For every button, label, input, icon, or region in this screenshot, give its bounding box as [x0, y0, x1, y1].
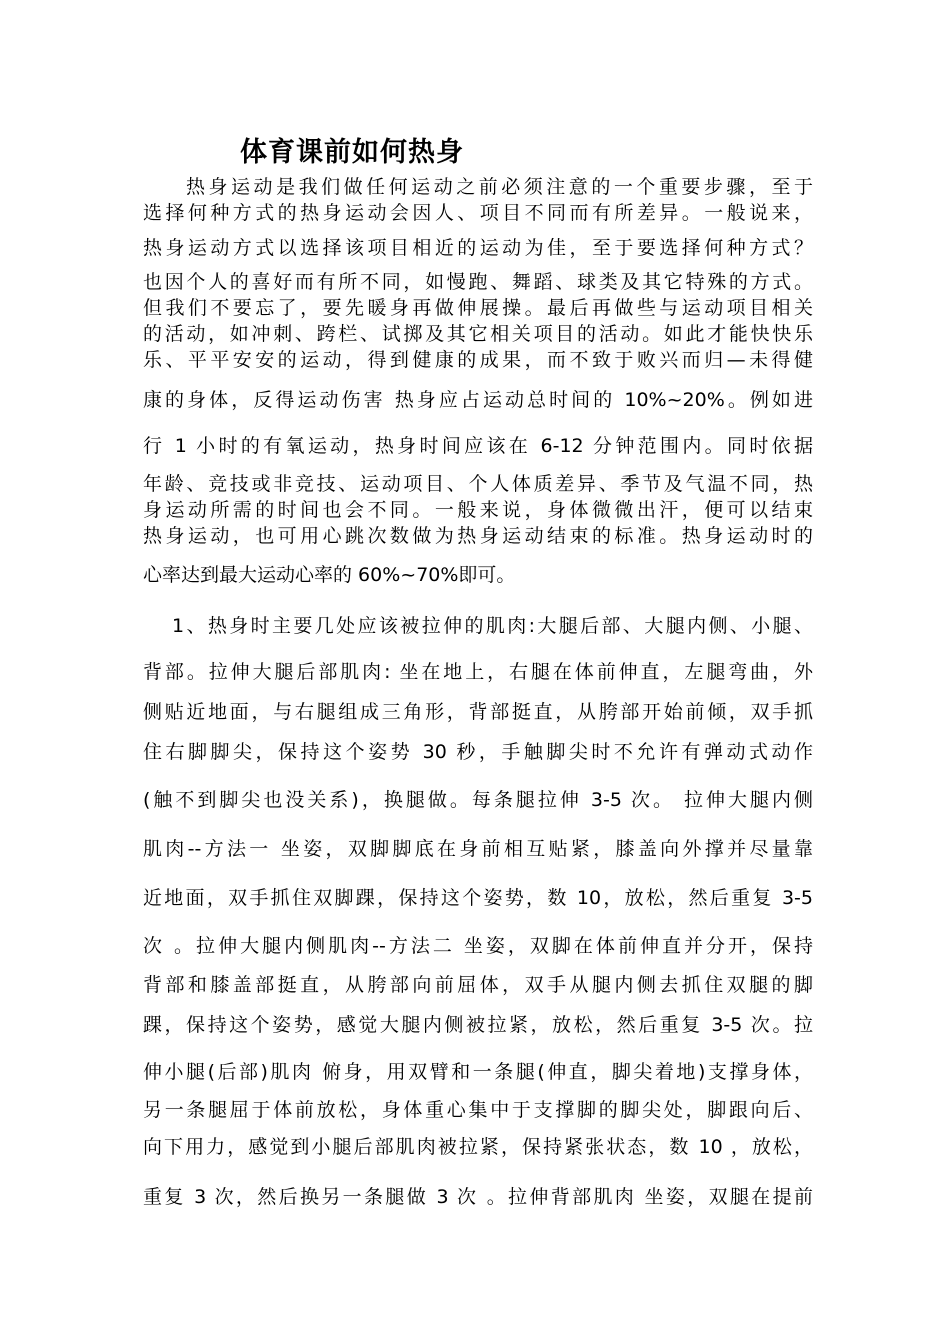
- paragraph-line: 康的身体，反得运动伤害 热身应占运动总时间的 10%~20%。例如进: [143, 389, 813, 411]
- paragraph-line: 另一条腿屈于体前放松，身体重心集中于支撑脚的脚尖处，脚跟向后、: [143, 1099, 813, 1121]
- paragraph-line: (触不到脚尖也没关系)，换腿做。每条腿拉伸 3-5 次。 拉伸大腿内侧: [143, 789, 813, 811]
- paragraph-line: 近地面，双手抓住双脚踝，保持这个姿势，数 10，放松，然后重复 3-5: [143, 887, 813, 909]
- paragraph-line: 1、热身时主要几处应该被拉伸的肌肉:大腿后部、大腿内侧、小腿、: [172, 615, 813, 637]
- paragraph-line: 乐、平平安安的运动，得到健康的成果，而不致于败兴而归—未得健: [143, 349, 813, 371]
- paragraph-line: 踝，保持这个姿势，感觉大腿内侧被拉紧，放松，然后重复 3-5 次。拉: [143, 1014, 813, 1036]
- paragraph-line: 重复 3 次，然后换另一条腿做 3 次 。拉伸背部肌肉 坐姿，双腿在提前: [143, 1186, 813, 1208]
- paragraph-line: 热身运动，也可用心跳次数做为热身运动结束的标准。热身运动时的: [143, 525, 813, 547]
- paragraph-line: 选择何种方式的热身运动会因人、项目不同而有所差异。一般说来，: [143, 202, 813, 224]
- paragraph-line: 热身运动方式以选择该项目相近的运动为佳，至于要选择何种方式？: [143, 237, 813, 259]
- paragraph-line: 伸小腿(后部)肌肉 俯身，用双臂和一条腿(伸直，脚尖着地)支撑身体，: [143, 1061, 813, 1083]
- paragraph-line: 年龄、竞技或非竞技、运动项目、个人体质差异、季节及气温不同，热: [143, 473, 813, 495]
- paragraph-line: 肌肉--方法一 坐姿，双脚脚底在身前相互贴紧，膝盖向外撑并尽量靠: [143, 838, 813, 860]
- document-title: 体育课前如何热身: [240, 137, 464, 168]
- paragraph-line: 但我们不要忘了，要先暖身再做伸展操。最后再做些与运动项目相关: [143, 297, 813, 319]
- paragraph-line: 行 1 小时的有氧运动，热身时间应该在 6-12 分钟范围内。同时依据: [143, 435, 813, 457]
- paragraph-line: 也因个人的喜好而有所不同，如慢跑、舞蹈、球类及其它特殊的方式。: [143, 271, 813, 293]
- paragraph-line: 向下用力，感觉到小腿后部肌肉被拉紧，保持紧张状态，数 10 ，放松，: [143, 1136, 813, 1158]
- paragraph-line: 背部和膝盖部挺直，从胯部向前屈体，双手从腿内侧去抓住双腿的脚: [143, 974, 813, 996]
- paragraph-line: 次 。拉伸大腿内侧肌肉--方法二 坐姿，双脚在体前伸直并分开，保持: [143, 935, 813, 957]
- paragraph-line: 侧贴近地面，与右腿组成三角形，背部挺直，从胯部开始前倾，双手抓: [143, 701, 813, 723]
- paragraph-line: 身运动所需的时间也会不同。一般来说，身体微微出汗，便可以结束: [143, 499, 813, 521]
- paragraph-line: 背部。拉伸大腿后部肌肉: 坐在地上，右腿在体前伸直，左腿弯曲，外: [143, 661, 813, 683]
- paragraph-line: 住右脚脚尖，保持这个姿势 30 秒，手触脚尖时不允许有弹动式动作: [143, 741, 813, 763]
- paragraph-line: 心率达到最大运动心率的 60%~70%即可。: [143, 564, 516, 586]
- paragraph-line: 热身运动是我们做任何运动之前必须注意的一个重要步骤，至于: [186, 176, 813, 198]
- paragraph-line: 的活动，如冲刺、跨栏、试掷及其它相关项目的活动。如此才能快快乐: [143, 323, 813, 345]
